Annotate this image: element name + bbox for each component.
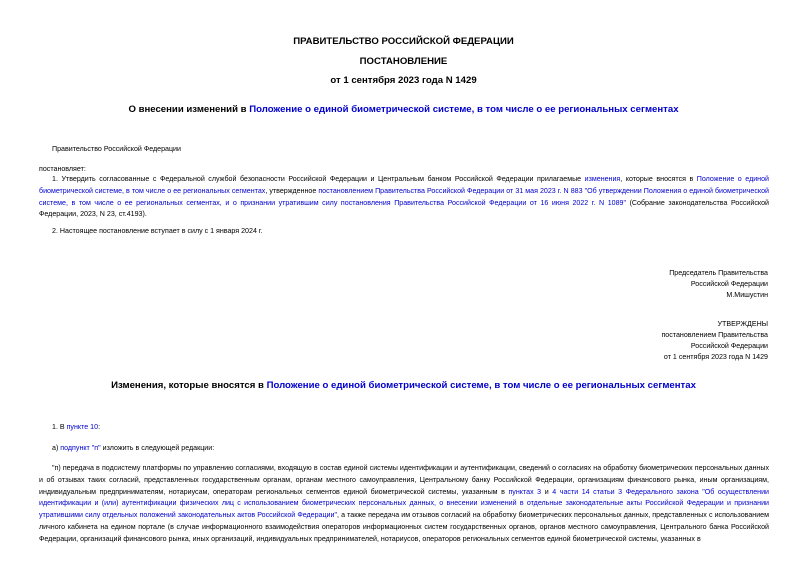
paragraph-2: 2. Настоящее постановление вступает в силу с 1 января 2024 г.	[52, 227, 263, 235]
paragraph-1-text-c: , утвержденное	[265, 186, 319, 195]
item-1	[52, 422, 100, 434]
header-doc-type: ПОСТАНОВЛЕНИЕ	[359, 56, 448, 67]
quoted-paragraph	[39, 463, 769, 567]
header-date-number: от 1 сентября 2023 года N 1429	[330, 75, 477, 86]
decrees-line: постановляет:	[39, 165, 86, 173]
paragraph-1-text-b: , которые вносятся в	[620, 175, 697, 183]
paragraph-1-text-a: 1. Утвердить согласованные с Федеральной службой безопасности Российской Федерации и Центральным банком Российской Федерации прилагаемые	[52, 175, 585, 183]
subitem-a-prefix: а)	[52, 444, 61, 452]
quoted-text-d: , а также передача им отзывов согласий на обработку биометрических персональных данных, представленных с использованием личного кабинета на едином портале (в случае информационного взаимодействия операторов информационных систем государственных органов, органов местного самоуправления, Центрального банка Российской Федерации, организаций финансового рынка, иных организаций, индивидуальных предпринимателей, нотариусов, операторов региональных сегментов единой биометрической системы, указанных в	[39, 511, 769, 543]
signature-line-2: Российской Федерации	[690, 280, 768, 288]
document-title-prefix: О внесении изменений в	[128, 104, 250, 115]
header-org: ПРАВИТЕЛЬСТВО РОССИЙСКОЙ ФЕДЕРАЦИИ	[293, 36, 514, 47]
subitem-a	[52, 443, 214, 455]
paragraph-1-link-resolution[interactable]: постановлением Правительства Российской Федерации от 31 мая 2023 г. N 883 "Об утверждении Положения о единой биометрической системе, в том числе о ее региональных сегментах, и о признании утратившим силу постановления Правительства Российской Федерации от 16 июня 2022 г. N 1089"	[39, 186, 769, 207]
subitem-a-link[interactable]: подпункт "п"	[60, 444, 101, 452]
approved-line-2: постановлением Правительства	[661, 331, 768, 339]
item-1-suffix: :	[98, 423, 101, 431]
paragraph-1	[39, 174, 769, 221]
subitem-a-suffix: изложить в следующей редакции:	[100, 444, 215, 452]
signature-line-3: М.Мишустин	[726, 291, 768, 299]
government-line: Правительство Российской Федерации	[52, 145, 181, 153]
changes-title	[0, 380, 807, 391]
approved-line-1: УТВЕРЖДЕНЫ	[717, 320, 768, 328]
quoted-link-federal-law[interactable]: Федерального закона "Об осуществлении идентификации и (или) аутентификации физических лиц с использованием биометрических персональных данных, о внесении изменений в отдельные законодательные акты Российской Федерации и признании утратившими силу отдельных положений законодательных актов Российской Федерации"	[39, 487, 769, 520]
paragraph-1-text-d: (Собрание законодательства Российской Федерации, 2023, N 23, ст.4193).	[39, 198, 769, 219]
changes-title-link[interactable]: Положение о единой биометрической системе, в том числе о ее региональных сегментах	[266, 380, 696, 391]
item-1-link[interactable]: пункте 10	[66, 423, 99, 431]
item-1-prefix: 1. В	[52, 423, 67, 431]
approved-line-3: Российской Федерации	[690, 342, 768, 350]
paragraph-1-link-regulation[interactable]: Положение о единой биометрической системе, в том числе о ее региональных сегментах	[39, 175, 770, 195]
quoted-link-article[interactable]: 4 части 14 статьи 3	[552, 487, 623, 496]
changes-title-prefix: Изменения, которые вносятся в	[111, 380, 267, 391]
document-title-link[interactable]: Положение о единой биометрической системе, в том числе о ее региональных сегментах	[249, 104, 679, 115]
quoted-text-a: "п) передача в подсистему платформы по управлению согласиями, входящую в состав единой системы идентификации и аутентификации, сведений о согласиях на обработку биометрических персональных данных и об отзывах таких согласий, представленных государственным органам, органам местного самоуправления, Центральному банку Российской Федерации, организациям финансового рынка, иным организациям, индивидуальным предпринимателям, нотариусам, операторам региональных сегментов единой биометрической системы, указанным в	[39, 464, 769, 496]
signature-line-1: Председатель Правительства	[669, 269, 768, 277]
document-title	[0, 104, 807, 115]
quoted-text-b: и	[541, 487, 553, 496]
paragraph-1-link-changes[interactable]: изменения	[584, 175, 621, 183]
approved-line-4: от 1 сентября 2023 года N 1429	[663, 353, 768, 361]
quoted-link-points[interactable]: пунктах 3	[508, 487, 542, 496]
